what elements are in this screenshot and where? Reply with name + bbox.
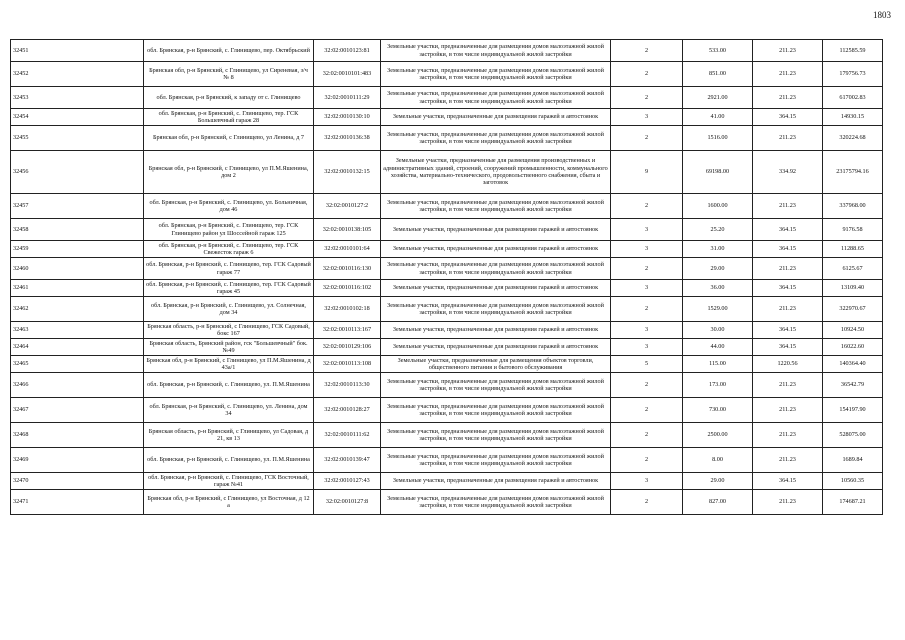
land-use-cell: Земельные участки, предназначенные для размещения гаражей и автостоянок [381, 473, 611, 490]
category-cell: 3 [611, 109, 683, 126]
cadastral-value-cell: 23175794.16 [823, 151, 883, 194]
address-cell: Брянская обл, р-н Брянский, с Глинищево, ул П.М.Яшенина, дом 2 [144, 151, 314, 194]
specific-value-cell: 364.15 [753, 241, 823, 258]
cadastral-value-table [10, 39, 883, 515]
area-cell: 115.00 [683, 356, 753, 373]
table-row [11, 258, 883, 280]
cadastral-number-cell: 32:02:0010136:38 [314, 126, 381, 151]
table-row [11, 373, 883, 398]
table-row [11, 322, 883, 339]
cadastral-number-cell: 32:02:0010111:29 [314, 87, 381, 109]
cadastral-number-cell: 32:02:0010113:30 [314, 373, 381, 398]
cadastral-value-cell: 617002.83 [823, 87, 883, 109]
area-cell: 29.00 [683, 258, 753, 280]
row-id: 32454 [11, 109, 144, 126]
category-cell: 2 [611, 62, 683, 87]
area-cell: 1600.00 [683, 194, 753, 219]
specific-value-cell: 364.15 [753, 109, 823, 126]
row-id: 32456 [11, 151, 144, 194]
area-cell: 36.00 [683, 280, 753, 297]
area-cell: 30.00 [683, 322, 753, 339]
row-id: 32459 [11, 241, 144, 258]
cadastral-number-cell: 32:02:0010127:43 [314, 473, 381, 490]
area-cell: 533.00 [683, 40, 753, 62]
row-id: 32453 [11, 87, 144, 109]
cadastral-value-cell: 16022.60 [823, 339, 883, 356]
table-row [11, 194, 883, 219]
cadastral-number-cell: 32:02:0010111:62 [314, 423, 381, 448]
category-cell: 2 [611, 398, 683, 423]
cadastral-value-cell: 179756.73 [823, 62, 883, 87]
land-use-cell: Земельные участки, предназначенные для размещения домов малоэтажной жилой застройки, в том числе индивидуальной жилой застройки [381, 398, 611, 423]
row-id: 32457 [11, 194, 144, 219]
category-cell: 3 [611, 219, 683, 241]
address-cell: обл. Брянская, р-н Брянский, с. Глинищево, тер. ГСК Садовый гараж 45 [144, 280, 314, 297]
cadastral-value-cell: 112585.59 [823, 40, 883, 62]
area-cell: 1529.00 [683, 297, 753, 322]
address-cell: обл. Брянская, р-н Брянский, с. Глинищево, ул. П.М.Яшенина [144, 373, 314, 398]
land-use-cell: Земельные участки, предназначенные для размещения домов малоэтажной жилой застройки, в том числе индивидуальной жилой застройки [381, 297, 611, 322]
area-cell: 730.00 [683, 398, 753, 423]
address-cell: Брянская область, р-н Брянский, с Глинищево, ГСК Садовый, бокс 167 [144, 322, 314, 339]
row-id: 32471 [11, 490, 144, 515]
row-id: 32465 [11, 356, 144, 373]
cadastral-value-cell: 10560.35 [823, 473, 883, 490]
address-cell: обл. Брянская, р-н Брянский, с. Глинищево, ул. Солнечная, дом 34 [144, 297, 314, 322]
area-cell: 41.00 [683, 109, 753, 126]
table-row [11, 339, 883, 356]
address-cell: обл. Брянская, р-н Брянский, с. Глинищево, ГСК Восточный, гараж №41 [144, 473, 314, 490]
specific-value-cell: 364.15 [753, 280, 823, 297]
land-use-cell: Земельные участки, предназначенные для размещения домов малоэтажной жилой застройки, в том числе индивидуальной жилой застройки [381, 373, 611, 398]
area-cell: 2921.00 [683, 87, 753, 109]
land-use-cell: Земельные участки, предназначенные для размещения домов малоэтажной жилой застройки, в том числе индивидуальной жилой застройки [381, 87, 611, 109]
category-cell: 2 [611, 194, 683, 219]
area-cell: 29.00 [683, 473, 753, 490]
category-cell: 2 [611, 373, 683, 398]
table-row [11, 219, 883, 241]
specific-value-cell: 211.23 [753, 448, 823, 473]
category-cell: 2 [611, 258, 683, 280]
cadastral-value-cell: 174687.21 [823, 490, 883, 515]
table-row [11, 62, 883, 87]
category-cell: 2 [611, 423, 683, 448]
cadastral-number-cell: 32:02:0010101:483 [314, 62, 381, 87]
specific-value-cell: 211.23 [753, 194, 823, 219]
specific-value-cell: 334.92 [753, 151, 823, 194]
specific-value-cell: 364.15 [753, 339, 823, 356]
cadastral-value-cell: 13109.40 [823, 280, 883, 297]
cadastral-value-cell: 337968.00 [823, 194, 883, 219]
address-cell: обл. Брянская, р-н Брянский, с. Глинищево, тер. ГСК Глинищево район ул Шоссейной гараж 125 [144, 219, 314, 241]
category-cell: 5 [611, 356, 683, 373]
row-id: 32469 [11, 448, 144, 473]
table-row [11, 126, 883, 151]
cadastral-value-cell: 154197.90 [823, 398, 883, 423]
area-cell: 1516.00 [683, 126, 753, 151]
cadastral-value-cell: 36542.79 [823, 373, 883, 398]
row-id: 32466 [11, 373, 144, 398]
table-row [11, 151, 883, 194]
cadastral-number-cell: 32:02:0010123:81 [314, 40, 381, 62]
land-use-cell: Земельные участки, предназначенные для размещения производственных и административных зданий, строений, сооружений промышленности, коммунального хозяйства, материально-технического, продовольственного снабжения, сбыта и заготовок [381, 151, 611, 194]
area-cell: 2500.00 [683, 423, 753, 448]
land-use-cell: Земельные участки, предназначенные для размещения домов малоэтажной жилой застройки, в том числе индивидуальной жилой застройки [381, 126, 611, 151]
category-cell: 2 [611, 40, 683, 62]
cadastral-value-cell: 140364.40 [823, 356, 883, 373]
area-cell: 851.00 [683, 62, 753, 87]
cadastral-value-cell: 1689.84 [823, 448, 883, 473]
land-use-cell: Земельные участки, предназначенные для размещения гаражей и автостоянок [381, 219, 611, 241]
address-cell: обл. Брянская, р-н Брянский, с. Глинищево, ул. П.М.Яшенина [144, 448, 314, 473]
row-id: 32467 [11, 398, 144, 423]
cadastral-value-cell: 320224.68 [823, 126, 883, 151]
address-cell: Брянская область, р-н Брянский, с Глинищево, ул Садовая, д 21, кв 13 [144, 423, 314, 448]
table-row [11, 473, 883, 490]
land-use-cell: Земельные участки, предназначенные для размещения гаражей и автостоянок [381, 322, 611, 339]
cadastral-number-cell: 32:02:0010132:15 [314, 151, 381, 194]
land-use-cell: Земельные участки, предназначенные для размещения домов малоэтажной жилой застройки, в том числе индивидуальной жилой застройки [381, 490, 611, 515]
table-row [11, 280, 883, 297]
table-row [11, 490, 883, 515]
address-cell: обл. Брянская, р-н Брянский, с. Глинищево, ул. Ленина, дом 34 [144, 398, 314, 423]
table-row [11, 241, 883, 258]
area-cell: 31.00 [683, 241, 753, 258]
category-cell: 3 [611, 280, 683, 297]
area-cell: 44.00 [683, 339, 753, 356]
table-row [11, 423, 883, 448]
category-cell: 2 [611, 87, 683, 109]
category-cell: 2 [611, 490, 683, 515]
address-cell: Брянская обл, р-н Брянский, с Глинищево, ул П.М.Яшенина, д 43а/1 [144, 356, 314, 373]
address-cell: обл. Брянская, р-н Брянский, с. Глинищево, тер. ГСК Большевчный гараж 28 [144, 109, 314, 126]
category-cell: 2 [611, 126, 683, 151]
cadastral-number-cell: 32:02:0010130:10 [314, 109, 381, 126]
category-cell: 2 [611, 448, 683, 473]
specific-value-cell: 211.23 [753, 40, 823, 62]
address-cell: Брянская обл, р-н Брянский, с Глинищево, ул Ленина, д 7 [144, 126, 314, 151]
cadastral-value-cell: 6125.67 [823, 258, 883, 280]
row-id: 32460 [11, 258, 144, 280]
cadastral-number-cell: 32:02:0010113:167 [314, 322, 381, 339]
address-cell: обл. Брянская, р-н Брянский, к западу от с. Глинищево [144, 87, 314, 109]
row-id: 32463 [11, 322, 144, 339]
cadastral-value-cell: 9176.58 [823, 219, 883, 241]
land-use-cell: Земельные участки, предназначенные для размещения объектов торговли, общественного питания и бытового обслуживания [381, 356, 611, 373]
specific-value-cell: 364.15 [753, 219, 823, 241]
row-id: 32455 [11, 126, 144, 151]
row-id: 32468 [11, 423, 144, 448]
cadastral-number-cell: 32:02:0010113:108 [314, 356, 381, 373]
table-row [11, 448, 883, 473]
category-cell: 3 [611, 241, 683, 258]
address-cell: обл. Брянская, р-н Брянский, с. Глинищево, ул. Больничная, дом 46 [144, 194, 314, 219]
row-id: 32458 [11, 219, 144, 241]
category-cell: 3 [611, 473, 683, 490]
cadastral-number-cell: 32:02:0010139:47 [314, 448, 381, 473]
specific-value-cell: 211.23 [753, 373, 823, 398]
page-number: 1803 [873, 10, 891, 20]
cadastral-number-cell: 32:02:0010101:64 [314, 241, 381, 258]
land-use-cell: Земельные участки, предназначенные для размещения домов малоэтажной жилой застройки, в том числе индивидуальной жилой застройки [381, 40, 611, 62]
cadastral-number-cell: 32:02:0010116:102 [314, 280, 381, 297]
address-cell: обл. Брянская, р-н Брянский, с. Глинищево, пер. Октябрьский [144, 40, 314, 62]
specific-value-cell: 211.23 [753, 62, 823, 87]
table-row [11, 87, 883, 109]
cadastral-number-cell: 32:02:0010128:27 [314, 398, 381, 423]
row-id: 32461 [11, 280, 144, 297]
land-use-cell: Земельные участки, предназначенные для размещения гаражей и автостоянок [381, 109, 611, 126]
address-cell: Брянская обл, р-н Брянский, с Глинищево, ул Восточная, д 12 а [144, 490, 314, 515]
address-cell: Брянская обл, р-н Брянский, с Глинищево, ул Сиреневая, з/ч № 8 [144, 62, 314, 87]
cadastral-number-cell: 32:02:0010116:130 [314, 258, 381, 280]
cadastral-number-cell: 32:02:0010102:18 [314, 297, 381, 322]
specific-value-cell: 1220.56 [753, 356, 823, 373]
land-use-cell: Земельные участки, предназначенные для размещения домов малоэтажной жилой застройки, в том числе индивидуальной жилой застройки [381, 448, 611, 473]
cadastral-number-cell: 32:02:0010127:8 [314, 490, 381, 515]
category-cell: 3 [611, 339, 683, 356]
land-use-cell: Земельные участки, предназначенные для размещения домов малоэтажной жилой застройки, в том числе индивидуальной жилой застройки [381, 258, 611, 280]
cadastral-value-cell: 10924.50 [823, 322, 883, 339]
area-cell: 173.00 [683, 373, 753, 398]
cadastral-value-cell: 11288.65 [823, 241, 883, 258]
cadastral-number-cell: 32:02:0010127:2 [314, 194, 381, 219]
category-cell: 3 [611, 322, 683, 339]
cadastral-number-cell: 32:02:0010129:106 [314, 339, 381, 356]
table-row [11, 40, 883, 62]
area-cell: 25.20 [683, 219, 753, 241]
specific-value-cell: 211.23 [753, 258, 823, 280]
land-use-cell: Земельные участки, предназначенные для размещения домов малоэтажной жилой застройки, в том числе индивидуальной жилой застройки [381, 423, 611, 448]
address-cell: Брянская область, Брянский район, гск "Большевчный" бок. №49 [144, 339, 314, 356]
row-id: 32452 [11, 62, 144, 87]
address-cell: обл. Брянская, р-н Брянский, с. Глинищево, тер. ГСК Садовый гараж 77 [144, 258, 314, 280]
specific-value-cell: 364.15 [753, 322, 823, 339]
table-row [11, 398, 883, 423]
cadastral-value-cell: 528075.00 [823, 423, 883, 448]
table-row [11, 109, 883, 126]
specific-value-cell: 211.23 [753, 423, 823, 448]
cadastral-value-cell: 14930.15 [823, 109, 883, 126]
specific-value-cell: 364.15 [753, 473, 823, 490]
area-cell: 69198.00 [683, 151, 753, 194]
land-use-cell: Земельные участки, предназначенные для размещения гаражей и автостоянок [381, 339, 611, 356]
category-cell: 2 [611, 297, 683, 322]
cadastral-value-cell: 322970.67 [823, 297, 883, 322]
area-cell: 827.00 [683, 490, 753, 515]
specific-value-cell: 211.23 [753, 87, 823, 109]
land-use-cell: Земельные участки, предназначенные для размещения домов малоэтажной жилой застройки, в том числе индивидуальной жилой застройки [381, 194, 611, 219]
category-cell: 9 [611, 151, 683, 194]
land-use-cell: Земельные участки, предназначенные для размещения гаражей и автостоянок [381, 241, 611, 258]
specific-value-cell: 211.23 [753, 398, 823, 423]
land-use-cell: Земельные участки, предназначенные для размещения гаражей и автостоянок [381, 280, 611, 297]
row-id: 32470 [11, 473, 144, 490]
row-id: 32464 [11, 339, 144, 356]
specific-value-cell: 211.23 [753, 126, 823, 151]
land-use-cell: Земельные участки, предназначенные для размещения домов малоэтажной жилой застройки, в том числе индивидуальной жилой застройки [381, 62, 611, 87]
table-row [11, 356, 883, 373]
specific-value-cell: 211.23 [753, 297, 823, 322]
area-cell: 8.00 [683, 448, 753, 473]
row-id: 32462 [11, 297, 144, 322]
specific-value-cell: 211.23 [753, 490, 823, 515]
address-cell: обл. Брянская, р-н Брянский, с. Глинищево, тер. ГСК Свежесток гараж 6 [144, 241, 314, 258]
table-row [11, 297, 883, 322]
table-body [11, 40, 883, 515]
cadastral-number-cell: 32:02:0010138:105 [314, 219, 381, 241]
row-id: 32451 [11, 40, 144, 62]
